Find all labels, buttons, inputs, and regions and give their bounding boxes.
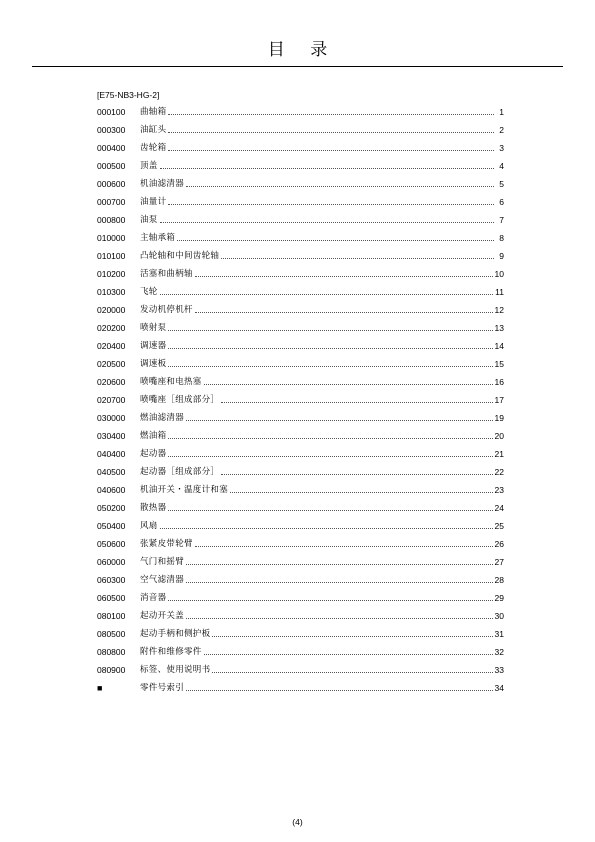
toc-entry-title: 喷嘴座［组成部分］ [140,395,220,405]
toc-entry-code: 000300 [97,125,126,135]
toc-entry[interactable] [97,625,504,643]
toc-dot-leader [230,492,493,493]
toc-dot-leader [168,510,492,511]
toc-entry-page: 31 [494,629,504,639]
toc-entry-page: 29 [494,593,504,603]
toc-dot-leader [168,438,492,439]
toc-dot-leader [221,402,492,403]
page-number: (4) [292,817,303,827]
toc-entry-title: 喷射泵 [140,323,167,333]
toc-dot-leader [186,618,493,619]
toc-dot-leader [177,240,494,241]
toc-entry-code: 010100 [97,251,126,261]
toc-entry-code: 040400 [97,449,126,459]
toc-dot-leader [195,276,493,277]
toc-dot-leader [204,654,493,655]
toc-entry-title: 飞轮 [140,287,158,297]
toc-entry-title: 燃油滤清器 [140,413,185,423]
toc-entry[interactable] [97,121,504,139]
toc-entry-code: 020500 [97,359,126,369]
toc-entry-page: 22 [494,467,504,477]
toc-entry[interactable] [97,139,504,157]
toc-entry-page: 7 [499,215,504,225]
title-divider [32,66,563,67]
toc-entry[interactable] [97,229,504,247]
toc-entry-code: 080900 [97,665,126,675]
toc-entry-page: 32 [494,647,504,657]
toc-dot-leader [195,312,493,313]
toc-entry[interactable] [97,355,504,373]
toc-dot-leader [212,636,492,637]
toc-entry-code: 000600 [97,179,126,189]
toc-dot-leader [186,690,493,691]
toc-entry[interactable] [97,211,504,229]
toc-entry-code: 010300 [97,287,126,297]
toc-entry[interactable] [97,247,504,265]
toc-entry[interactable] [97,319,504,337]
toc-entry-title: 标签、使用说明书 [140,665,211,675]
toc-entry-page: 21 [494,449,504,459]
toc-dot-leader [160,294,494,295]
toc-entry-title: 空气滤清器 [140,575,185,585]
toc-dot-leader [168,366,492,367]
toc-entry-title: 喷嘴座和电热塞 [140,377,202,387]
toc-entry-page: 13 [494,323,504,333]
toc-dot-leader [204,384,493,385]
toc-entry-page: 8 [499,233,504,243]
toc-entry-code: 020200 [97,323,126,333]
toc-dot-leader [186,564,493,565]
toc-entry-page: 3 [499,143,504,153]
toc-entry[interactable] [97,535,504,553]
toc-entry-code: 000800 [97,215,126,225]
toc-entry-page: 33 [494,665,504,675]
toc-dot-leader [168,114,494,115]
toc-entry-code: 060500 [97,593,126,603]
toc-entry-title: 起动器 [140,449,167,459]
toc-entry-code: 050200 [97,503,126,513]
toc-dot-leader [168,132,494,133]
toc-entry-title: 张紧皮带轮臂 [140,539,193,549]
toc-entry-code: 000500 [97,161,126,171]
toc-dot-leader [168,330,492,331]
toc-entry-page: 12 [494,305,504,315]
toc-dot-leader [168,600,492,601]
toc-entry-code: 030000 [97,413,126,423]
toc-entry[interactable] [97,427,504,445]
toc-entry-title: 齿轮箱 [140,143,167,153]
toc-dot-leader [168,150,494,151]
toc-entry-page: 4 [499,161,504,171]
toc-dot-leader [168,348,492,349]
table-of-contents [97,103,504,697]
toc-entry-code: 010200 [97,269,126,279]
toc-entry-code: 050600 [97,539,126,549]
toc-entry-title: 风扇 [140,521,158,531]
toc-entry-title: 油泵 [140,215,158,225]
toc-entry-title: 油缸头 [140,125,167,135]
toc-entry-code: 080800 [97,647,126,657]
toc-entry-code: 080500 [97,629,126,639]
toc-dot-leader [168,204,494,205]
toc-dot-leader [186,420,493,421]
toc-entry[interactable] [97,661,504,679]
toc-entry[interactable] [97,679,504,697]
toc-entry-code: 000700 [97,197,126,207]
toc-entry-code: 050400 [97,521,126,531]
toc-entry-page: 19 [494,413,504,423]
toc-entry-title: 曲轴箱 [140,107,167,117]
toc-dot-leader [168,456,492,457]
toc-entry-page: 15 [494,359,504,369]
toc-entry-page: 16 [494,377,504,387]
toc-entry[interactable] [97,283,504,301]
toc-entry-title: 油量计 [140,197,167,207]
toc-entry[interactable] [97,517,504,535]
toc-entry[interactable] [97,589,504,607]
square-bullet-icon: ■ [97,683,103,693]
toc-dot-leader [195,546,493,547]
toc-entry[interactable] [97,643,504,661]
toc-entry[interactable] [97,103,504,121]
toc-entry[interactable] [97,409,504,427]
toc-entry[interactable] [97,175,504,193]
toc-entry-title: 消音器 [140,593,167,603]
toc-entry-title: 调速板 [140,359,167,369]
toc-entry-title: 零件号索引 [140,683,185,693]
toc-entry-title: 调速器 [140,341,167,351]
toc-entry-title: 主轴承箱 [140,233,176,243]
toc-entry-page: 20 [494,431,504,441]
toc-entry-title: 发动机停机杆 [140,305,193,315]
toc-entry[interactable] [97,463,504,481]
toc-dot-leader [160,528,493,529]
toc-entry-page: 11 [495,287,504,297]
toc-entry[interactable] [97,499,504,517]
toc-entry[interactable] [97,337,504,355]
toc-entry[interactable] [97,157,504,175]
toc-entry-code: 040500 [97,467,126,477]
toc-entry-title: 凸轮轴和中间齿轮轴 [140,251,220,261]
toc-entry-page: 9 [499,251,504,261]
toc-entry-code: 020600 [97,377,126,387]
toc-entry-title: 燃油箱 [140,431,167,441]
toc-entry-page: 14 [494,341,504,351]
toc-entry-code: 000400 [97,143,126,153]
toc-entry-page: 24 [494,503,504,513]
toc-entry-page: 2 [499,125,504,135]
toc-entry[interactable] [97,553,504,571]
toc-entry-title: 散热器 [140,503,167,513]
toc-dot-leader [212,672,492,673]
toc-entry-code: 010000 [97,233,126,243]
toc-dot-leader [221,258,494,259]
toc-entry-title: 机油开关・温度计和塞 [140,485,229,495]
toc-entry-code: 060000 [97,557,126,567]
page-title: 目 录 [267,40,338,60]
model-code: [E75-NB3-HG-2] [97,90,160,100]
toc-entry-page: 26 [494,539,504,549]
toc-entry-page: 17 [494,395,504,405]
toc-entry[interactable] [97,445,504,463]
toc-entry-title: 起动手柄和侧护板 [140,629,211,639]
toc-entry-page: 25 [494,521,504,531]
toc-entry-code: 020700 [97,395,126,405]
toc-dot-leader [160,168,494,169]
toc-entry-code: 030400 [97,431,126,441]
toc-entry-page: 1 [499,107,504,117]
toc-entry-page: 5 [499,179,504,189]
toc-entry-page: 23 [494,485,504,495]
toc-entry-code: 060300 [97,575,126,585]
toc-entry-page: 30 [494,611,504,621]
toc-entry-code: 020400 [97,341,126,351]
toc-dot-leader [186,582,493,583]
toc-dot-leader [186,186,494,187]
toc-entry-title: 机油滤清器 [140,179,185,189]
toc-entry[interactable] [97,391,504,409]
toc-entry[interactable] [97,193,504,211]
toc-entry[interactable] [97,301,504,319]
toc-entry-title: 起动器［组成部分］ [140,467,220,477]
toc-entry-title: 起动开关盖 [140,611,185,621]
toc-entry-page: 28 [494,575,504,585]
toc-entry-title: 活塞和曲柄轴 [140,269,193,279]
toc-entry-page: 27 [494,557,504,567]
toc-entry-title: 顶盖 [140,161,158,171]
toc-entry-page: 6 [499,197,504,207]
toc-dot-leader [160,222,494,223]
toc-entry[interactable] [97,373,504,391]
toc-entry[interactable] [97,571,504,589]
toc-entry-title: 附件和维修零件 [140,647,202,657]
toc-entry-code: 080100 [97,611,126,621]
toc-entry-title: 气门和摇臂 [140,557,185,567]
toc-entry-code: 020000 [97,305,126,315]
toc-dot-leader [221,474,492,475]
toc-entry[interactable] [97,481,504,499]
toc-entry-page: 34 [494,683,504,693]
toc-entry[interactable] [97,607,504,625]
toc-entry[interactable] [97,265,504,283]
toc-entry-code: 000100 [97,107,126,117]
toc-entry-page: 10 [494,269,504,279]
toc-entry-code: 040600 [97,485,126,495]
